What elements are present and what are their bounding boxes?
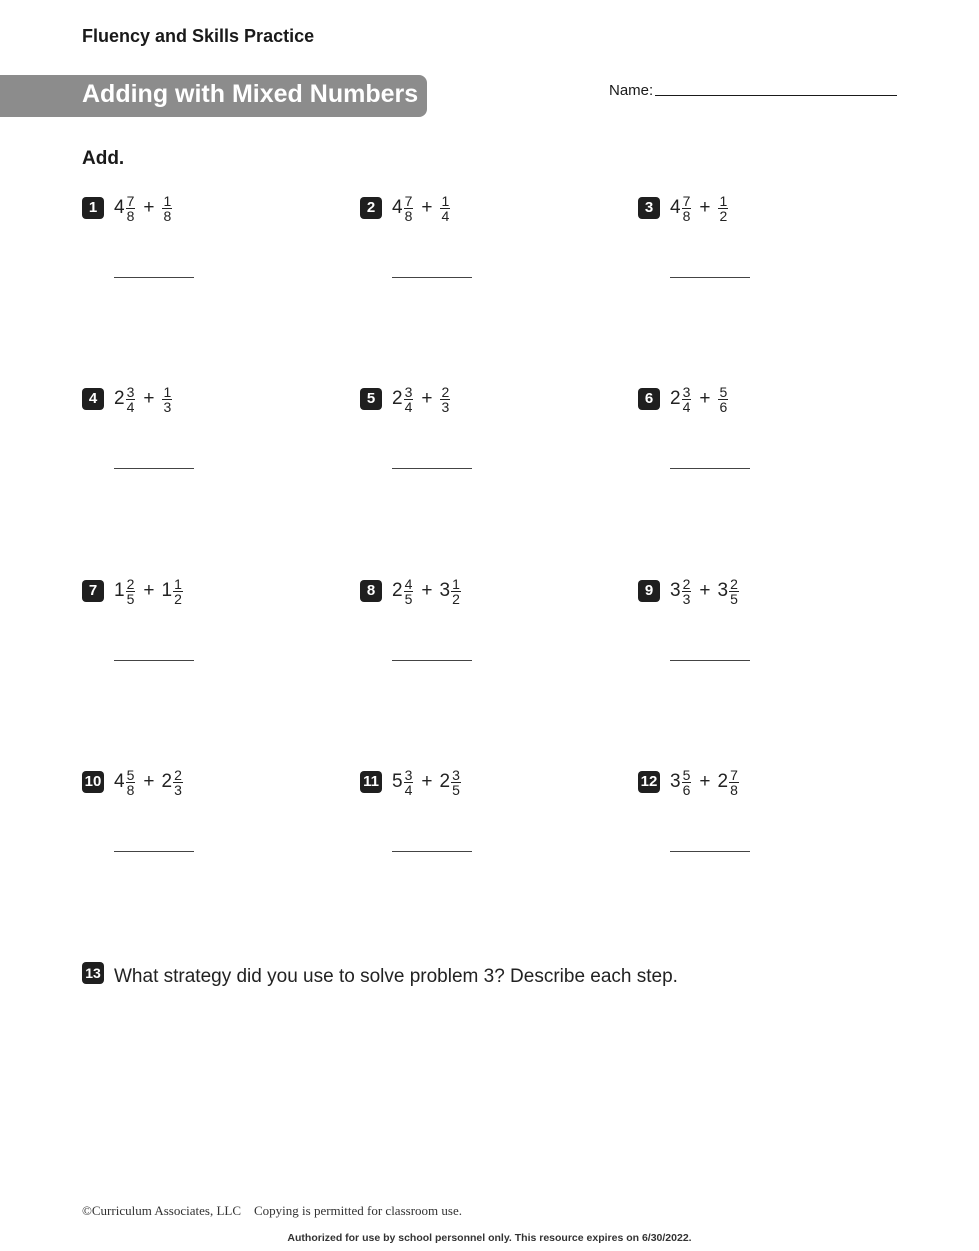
denominator: 5 [404, 590, 413, 607]
numerator: 1 [719, 192, 728, 209]
fraction [173, 768, 183, 797]
problem-number-badge: 10 [82, 771, 104, 793]
expression [114, 759, 184, 805]
plus-operator: + [421, 388, 433, 409]
numerator: 7 [730, 766, 738, 783]
numerator: 4 [404, 575, 413, 592]
answer-blank[interactable] [392, 468, 472, 469]
plus-operator: + [143, 580, 155, 601]
numerator: 7 [126, 192, 135, 209]
denominator: 4 [404, 781, 413, 798]
whole-number: 3 [439, 580, 451, 601]
denominator: 2 [452, 590, 460, 607]
fraction [440, 194, 450, 223]
numerator: 1 [163, 192, 172, 209]
denominator: 8 [730, 781, 738, 798]
fraction [162, 385, 172, 414]
problem-number-badge: 8 [360, 580, 382, 602]
problem-7 [82, 575, 342, 690]
plus-operator: + [699, 388, 711, 409]
numerator: 2 [174, 766, 182, 783]
denominator: 6 [682, 781, 691, 798]
denominator: 8 [404, 207, 413, 224]
answer-blank[interactable] [670, 851, 750, 852]
copyright-notice: ©Curriculum Associates, LLC Copying is permitted for classroom use. [82, 1203, 462, 1218]
denominator: 3 [441, 398, 450, 415]
numerator: 2 [126, 575, 135, 592]
expression [670, 759, 740, 805]
numerator: 2 [441, 383, 450, 400]
authorization-notice: Authorized for use by school personnel only. This resource expires on 6/30/2022. [287, 1232, 692, 1244]
name-label: Name: [609, 82, 654, 99]
problem-number-badge: 3 [638, 197, 660, 219]
whole-number: 2 [392, 388, 403, 409]
numerator: 5 [682, 766, 691, 783]
fraction [126, 577, 136, 606]
answer-blank[interactable] [392, 277, 472, 278]
numerator: 3 [682, 383, 691, 400]
whole-number: 2 [670, 388, 681, 409]
expression [392, 376, 451, 422]
numerator: 5 [719, 383, 728, 400]
answer-blank[interactable] [392, 851, 472, 852]
fraction [451, 577, 461, 606]
whole-number: 4 [114, 771, 125, 792]
problem-number-badge: 12 [638, 771, 660, 793]
answer-blank[interactable] [670, 660, 750, 661]
problem-3 [638, 192, 898, 307]
fraction [404, 385, 414, 414]
plus-operator: + [699, 197, 711, 218]
denominator: 8 [126, 781, 135, 798]
problem-8 [360, 575, 620, 690]
problem-11 [360, 766, 620, 881]
numerator: 7 [404, 192, 413, 209]
whole-number: 1 [161, 580, 173, 601]
fraction [451, 768, 461, 797]
fraction [173, 577, 183, 606]
denominator: 4 [682, 398, 691, 415]
expression [114, 185, 173, 231]
problem-number-badge: 5 [360, 388, 382, 410]
answer-blank[interactable] [114, 277, 194, 278]
denominator: 4 [404, 398, 413, 415]
problem-number-badge: 7 [82, 580, 104, 602]
answer-blank[interactable] [670, 277, 750, 278]
plus-operator: + [421, 580, 433, 601]
numerator: 3 [126, 383, 135, 400]
problem-1 [82, 192, 342, 307]
numerator: 1 [174, 575, 182, 592]
whole-number: 2 [439, 771, 451, 792]
numerator: 3 [404, 383, 413, 400]
denominator: 6 [719, 398, 728, 415]
fraction [682, 768, 692, 797]
answer-blank[interactable] [114, 660, 194, 661]
problem-2 [360, 192, 620, 307]
denominator: 3 [163, 398, 172, 415]
denominator: 5 [730, 590, 738, 607]
whole-number: 2 [161, 771, 173, 792]
problem-12 [638, 766, 898, 881]
plus-operator: + [699, 771, 711, 792]
problem-number-badge: 1 [82, 197, 104, 219]
numerator: 1 [441, 192, 450, 209]
denominator: 5 [452, 781, 460, 798]
problem-number-badge: 6 [638, 388, 660, 410]
problem-4 [82, 383, 342, 498]
fraction [404, 194, 414, 223]
numerator: 2 [682, 575, 691, 592]
answer-blank[interactable] [670, 468, 750, 469]
problem-10 [82, 766, 342, 881]
answer-blank[interactable] [114, 468, 194, 469]
denominator: 8 [163, 207, 172, 224]
page-title: Adding with Mixed Numbers [82, 80, 419, 108]
expression [114, 376, 173, 422]
whole-number: 2 [717, 771, 729, 792]
whole-number: 4 [392, 197, 403, 218]
whole-number: 4 [670, 197, 681, 218]
section-label: Fluency and Skills Practice [82, 26, 315, 46]
expression [670, 376, 729, 422]
plus-operator: + [421, 771, 433, 792]
denominator: 3 [174, 781, 182, 798]
fraction [718, 385, 728, 414]
expression [670, 185, 729, 231]
fraction [729, 768, 739, 797]
name-field[interactable] [655, 95, 897, 96]
denominator: 8 [126, 207, 135, 224]
whole-number: 3 [670, 580, 681, 601]
fraction [126, 768, 136, 797]
numerator: 1 [163, 383, 172, 400]
problem-9 [638, 575, 898, 690]
denominator: 8 [682, 207, 691, 224]
problem-6 [638, 383, 898, 498]
problem-number-badge: 4 [82, 388, 104, 410]
fraction [682, 385, 692, 414]
fraction [162, 194, 172, 223]
whole-number: 5 [392, 771, 403, 792]
denominator: 4 [441, 207, 450, 224]
problem-5 [360, 383, 620, 498]
fraction [440, 385, 450, 414]
title-banner [0, 75, 427, 117]
numerator: 2 [730, 575, 738, 592]
fraction [729, 577, 739, 606]
numerator: 5 [126, 766, 135, 783]
problem-number-badge: 13 [82, 962, 104, 984]
directions: Add. [82, 148, 125, 169]
whole-number: 1 [114, 580, 125, 601]
numerator: 3 [452, 766, 460, 783]
whole-number: 2 [392, 580, 403, 601]
plus-operator: + [143, 197, 155, 218]
plus-operator: + [699, 580, 711, 601]
problem-number-badge: 9 [638, 580, 660, 602]
whole-number: 3 [717, 580, 729, 601]
expression [392, 568, 462, 614]
fraction [126, 385, 136, 414]
expression [392, 759, 462, 805]
whole-number: 4 [114, 197, 125, 218]
whole-number: 2 [114, 388, 125, 409]
problem-number-badge: 11 [360, 771, 382, 793]
answer-blank[interactable] [114, 851, 194, 852]
denominator: 2 [174, 590, 182, 607]
question-13 [82, 962, 902, 992]
expression [670, 568, 740, 614]
fraction [404, 768, 414, 797]
numerator: 1 [452, 575, 460, 592]
numerator: 7 [682, 192, 691, 209]
denominator: 2 [719, 207, 728, 224]
fraction [404, 577, 414, 606]
denominator: 4 [126, 398, 135, 415]
denominator: 3 [682, 590, 691, 607]
fraction [682, 194, 692, 223]
plus-operator: + [143, 388, 155, 409]
fraction [126, 194, 136, 223]
plus-operator: + [143, 771, 155, 792]
plus-operator: + [421, 197, 433, 218]
expression [392, 185, 451, 231]
fraction [682, 577, 692, 606]
question-text: What strategy did you use to solve problem 3? Describe each step. [114, 966, 678, 987]
expression [114, 568, 184, 614]
fraction [718, 194, 728, 223]
problem-number-badge: 2 [360, 197, 382, 219]
answer-blank[interactable] [392, 660, 472, 661]
whole-number: 3 [670, 771, 681, 792]
numerator: 3 [404, 766, 413, 783]
denominator: 5 [126, 590, 135, 607]
